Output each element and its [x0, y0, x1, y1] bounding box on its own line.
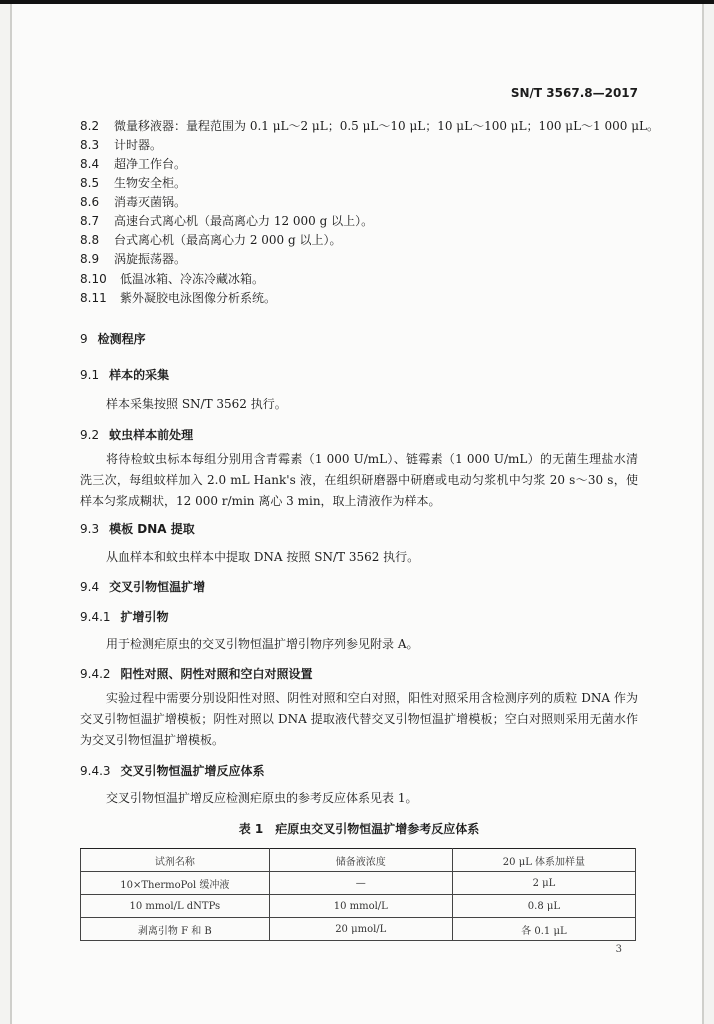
item-text: 紫外凝胶电泳图像分析系统。 — [120, 291, 277, 305]
section-heading — [80, 426, 193, 443]
section-number: 9.4 — [80, 580, 100, 594]
item-text: 计时器。 — [114, 138, 163, 152]
table-caption: 表 1 疟原虫交叉引物恒温扩增参考反应体系 — [238, 822, 480, 836]
section-number: 9 — [80, 332, 88, 346]
section-title: 模板 DNA 提取 — [109, 522, 195, 536]
section-number: 9.4.2 — [80, 667, 111, 681]
paragraph: 从血样本和蚊虫样本中提取 DNA 按照 SN/T 3562 执行。 — [106, 550, 420, 564]
section-heading — [80, 520, 195, 537]
section-heading — [80, 330, 146, 347]
section-heading — [80, 578, 205, 595]
table-cell: 剥离引物 F 和 B — [81, 918, 270, 941]
list-item — [80, 175, 186, 191]
list-item — [80, 232, 341, 248]
table-cell: 各 0.1 μL — [452, 918, 635, 941]
section-number: 9.1 — [80, 368, 100, 382]
section-title: 交叉引物恒温扩增 — [109, 580, 206, 594]
item-number: 8.5 — [80, 176, 100, 190]
column-header: 试剂名称 — [81, 849, 270, 872]
list-item — [80, 137, 162, 153]
item-number: 8.4 — [80, 157, 100, 171]
section-title: 样本的采集 — [109, 368, 170, 382]
item-text: 台式离心机（最高离心力 2 000 g 以上）。 — [114, 233, 342, 247]
item-number: 8.7 — [80, 214, 100, 228]
section-heading — [80, 665, 313, 682]
reaction-table — [80, 848, 636, 941]
section-heading — [80, 762, 265, 779]
item-text: 消毒灭菌锅。 — [114, 195, 187, 209]
item-number: 8.3 — [80, 138, 100, 152]
table-row — [81, 872, 636, 895]
section-title: 扩增引物 — [120, 610, 169, 624]
section-title: 检测程序 — [97, 332, 146, 346]
table-row — [81, 918, 636, 941]
paragraph: 实验过程中需要分别设阳性对照、阴性对照和空白对照，阳性对照采用含检测序列的质粒 DNA 作为交叉引物恒温扩增模板；阴性对照以 DNA 提取液代替交叉引物恒温扩增模板；空白对照则采用无菌水作为交叉引物恒温扩增模板。 — [80, 691, 638, 747]
column-header: 储备液浓度 — [269, 849, 452, 872]
section-number: 9.2 — [80, 428, 100, 442]
scan-top-border — [0, 0, 714, 4]
list-item — [80, 156, 186, 172]
table-cell: — — [269, 872, 452, 895]
section-title: 蚊虫样本前处理 — [109, 428, 194, 442]
page-number: 3 — [615, 944, 622, 955]
table-row — [81, 895, 636, 918]
paragraph: 将待检蚊虫标本每组分别用含青霉素（1 000 U/mL）、链霉素（1 000 U/mL）的无菌生理盐水清洗三次，每组蚊样加入 2.0 mL Hank's 液，在组织研磨器中研磨或电动匀浆机中匀浆 20 s～30 s，使样本匀浆成糊状，12 000 r/min 离心 3 min，取上清液作为样本。 — [80, 452, 638, 508]
item-number: 8.8 — [80, 233, 100, 247]
list-item — [80, 118, 659, 134]
section-heading — [80, 366, 169, 383]
item-text: 低温冰箱、冷冻冷藏冰箱。 — [120, 272, 265, 286]
list-item — [80, 194, 186, 210]
list-item — [80, 271, 264, 287]
section-title: 交叉引物恒温扩增反应体系 — [120, 764, 265, 778]
item-number: 8.9 — [80, 252, 100, 266]
item-number: 8.2 — [80, 119, 100, 133]
table-cell: 0.8 μL — [452, 895, 635, 918]
item-text: 涡旋振荡器。 — [114, 252, 187, 266]
paragraph: 用于检测疟原虫的交叉引物恒温扩增引物序列参见附录 A。 — [106, 637, 419, 651]
section-heading — [80, 608, 169, 625]
list-item — [80, 213, 373, 229]
section-number: 9.4.1 — [80, 610, 111, 624]
item-text: 超净工作台。 — [114, 157, 187, 171]
list-item — [80, 290, 276, 306]
standard-code: SN/T 3567.8—2017 — [510, 86, 638, 100]
table-cell: 2 μL — [452, 872, 635, 895]
scan-edge-left — [10, 0, 12, 1024]
column-header: 20 μL 体系加样量 — [452, 849, 635, 872]
table-cell: 20 μmol/L — [269, 918, 452, 941]
paragraph: 交叉引物恒温扩增反应检测疟原虫的参考反应体系见表 1。 — [106, 791, 418, 805]
item-number: 8.11 — [80, 291, 107, 305]
item-text: 高速台式离心机（最高离心力 12 000 g 以上）。 — [114, 214, 374, 228]
list-item — [80, 251, 186, 267]
paragraph: 样本采集按照 SN/T 3562 执行。 — [106, 397, 287, 411]
table-cell: 10×ThermoPol 缓冲液 — [81, 872, 270, 895]
section-title: 阳性对照、阴性对照和空白对照设置 — [120, 667, 313, 681]
table-header-row — [81, 849, 636, 872]
section-number: 9.4.3 — [80, 764, 111, 778]
section-number: 9.3 — [80, 522, 100, 536]
table-cell: 10 mmol/L — [269, 895, 452, 918]
scan-edge-right — [702, 0, 704, 1024]
item-text: 生物安全柜。 — [114, 176, 187, 190]
item-number: 8.6 — [80, 195, 100, 209]
item-number: 8.10 — [80, 272, 107, 286]
item-text: 微量移液器：量程范围为 0.1 μL～2 μL；0.5 μL～10 μL；10 μL～100 μL；100 μL～1 000 μL。 — [114, 119, 659, 133]
table-cell: 10 mmol/L dNTPs — [81, 895, 270, 918]
